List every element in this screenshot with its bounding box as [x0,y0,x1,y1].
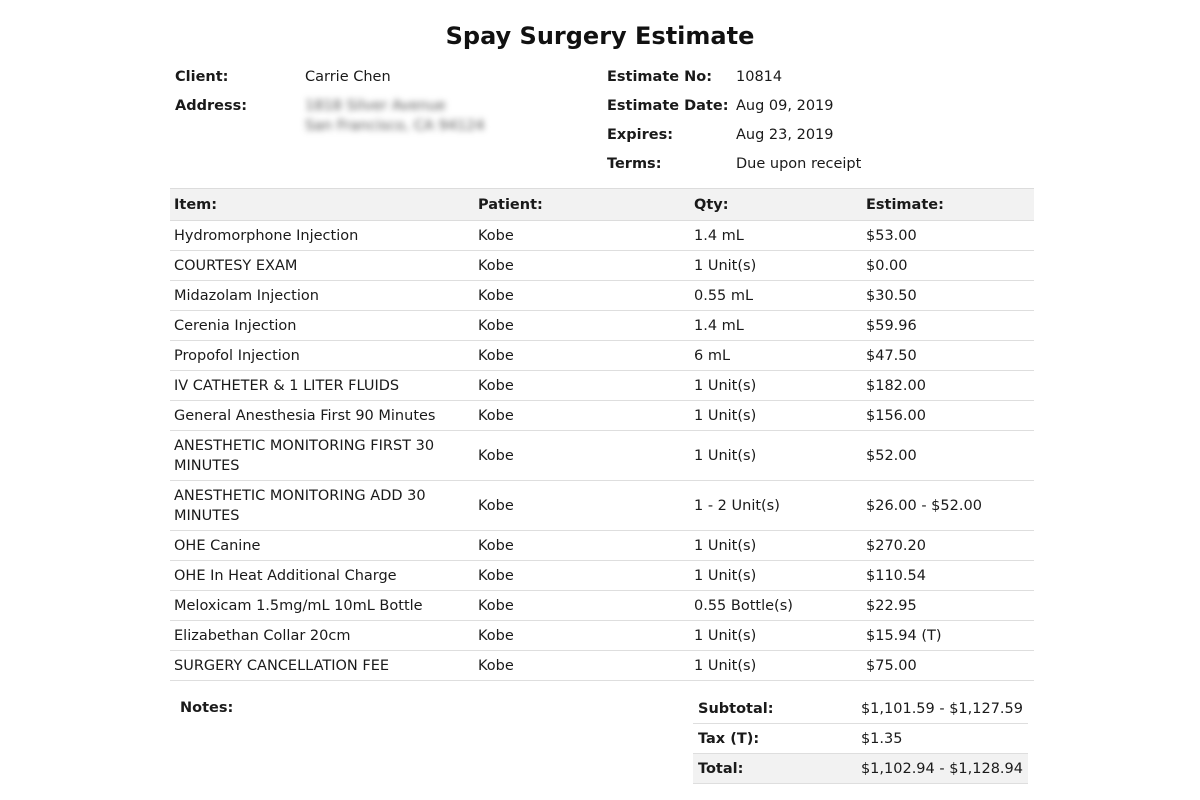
table-row [170,311,1034,341]
patient-cell: Kobe [474,561,690,591]
item-cell: SURGERY CANCELLATION FEE [170,651,474,681]
qty-cell: 1 Unit(s) [690,561,862,591]
estimate-cell: $110.54 [862,561,1034,591]
address-line-2: San Francisco, CA 94124 [305,118,485,134]
table-row [170,431,1034,481]
item-cell: ANESTHETIC MONITORING ADD 30 MINUTES [170,481,474,531]
item-cell: COURTESY EXAM [170,251,474,281]
item-cell: General Anesthesia First 90 Minutes [170,401,474,431]
item-cell: Elizabethan Collar 20cm [170,621,474,651]
estimate-date-label: Estimate Date: [607,98,729,114]
totals-table [693,694,1028,784]
patient-cell: Kobe [474,281,690,311]
patient-cell: Kobe [474,341,690,371]
qty-cell: 1.4 mL [690,311,862,341]
address-label: Address: [175,98,248,114]
item-cell: Cerenia Injection [170,311,474,341]
estimate-cell: $47.50 [862,341,1034,371]
table-row [170,251,1034,281]
header-item: Item: [170,189,474,221]
qty-cell: 1 Unit(s) [690,431,862,481]
table-row [170,621,1034,651]
patient-cell: Kobe [474,251,690,281]
estimate-cell: $15.94 (T) [862,621,1034,651]
tax-value: $1.35 [856,724,1028,754]
subtotal-value: $1,101.59 - $1,127.59 [856,694,1028,724]
patient-cell: Kobe [474,401,690,431]
qty-cell: 0.55 Bottle(s) [690,591,862,621]
item-cell: Propofol Injection [170,341,474,371]
item-cell: Meloxicam 1.5mg/mL 10mL Bottle [170,591,474,621]
patient-cell: Kobe [474,621,690,651]
patient-cell: Kobe [474,371,690,401]
qty-cell: 1 Unit(s) [690,651,862,681]
patient-cell: Kobe [474,431,690,481]
tax-label: Tax (T): [693,724,856,754]
qty-cell: 1 Unit(s) [690,621,862,651]
qty-cell: 1 Unit(s) [690,251,862,281]
table-row [170,481,1034,531]
table-header-row [170,189,1034,221]
item-cell: OHE In Heat Additional Charge [170,561,474,591]
estimate-cell: $53.00 [862,221,1034,251]
terms-label: Terms: [607,156,662,172]
items-table [170,188,1034,681]
qty-cell: 1 Unit(s) [690,371,862,401]
estimate-date-value: Aug 09, 2019 [736,98,834,114]
table-row [170,591,1034,621]
subtotal-label: Subtotal: [693,694,856,724]
table-row [170,341,1034,371]
client-label: Client: [175,69,229,85]
items-table-container [170,188,1034,681]
header-estimate: Estimate: [862,189,1034,221]
table-row [170,371,1034,401]
item-cell: OHE Canine [170,531,474,561]
estimate-cell: $59.96 [862,311,1034,341]
table-row [170,651,1034,681]
estimate-cell: $0.00 [862,251,1034,281]
patient-cell: Kobe [474,311,690,341]
header-patient: Patient: [474,189,690,221]
estimate-cell: $182.00 [862,371,1034,401]
item-cell: ANESTHETIC MONITORING FIRST 30 MINUTES [170,431,474,481]
subtotal-row [693,694,1028,724]
total-row [693,754,1028,784]
patient-cell: Kobe [474,481,690,531]
client-name: Carrie Chen [305,69,391,85]
item-cell: IV CATHETER & 1 LITER FLUIDS [170,371,474,401]
estimate-cell: $22.95 [862,591,1034,621]
tax-row [693,724,1028,754]
qty-cell: 1.4 mL [690,221,862,251]
table-row [170,561,1034,591]
estimate-cell: $52.00 [862,431,1034,481]
qty-cell: 6 mL [690,341,862,371]
item-cell: Midazolam Injection [170,281,474,311]
estimate-cell: $30.50 [862,281,1034,311]
qty-cell: 0.55 mL [690,281,862,311]
header-qty: Qty: [690,189,862,221]
table-row [170,221,1034,251]
estimate-cell: $270.20 [862,531,1034,561]
qty-cell: 1 - 2 Unit(s) [690,481,862,531]
estimate-no-label: Estimate No: [607,69,713,85]
expires-value: Aug 23, 2019 [736,127,834,143]
patient-cell: Kobe [474,531,690,561]
qty-cell: 1 Unit(s) [690,531,862,561]
notes-label: Notes: [180,700,234,716]
total-label: Total: [693,754,856,784]
patient-cell: Kobe [474,651,690,681]
estimate-no-value: 10814 [736,69,783,85]
terms-value: Due upon receipt [736,156,862,172]
table-row [170,531,1034,561]
patient-cell: Kobe [474,591,690,621]
estimate-cell: $75.00 [862,651,1034,681]
estimate-cell: $26.00 - $52.00 [862,481,1034,531]
total-value: $1,102.94 - $1,128.94 [856,754,1028,784]
table-row [170,281,1034,311]
patient-cell: Kobe [474,221,690,251]
address-line-1: 1818 Silver Avenue [305,98,446,114]
item-cell: Hydromorphone Injection [170,221,474,251]
document-title: Spay Surgery Estimate [445,22,755,50]
table-row [170,401,1034,431]
expires-label: Expires: [607,127,674,143]
qty-cell: 1 Unit(s) [690,401,862,431]
estimate-cell: $156.00 [862,401,1034,431]
